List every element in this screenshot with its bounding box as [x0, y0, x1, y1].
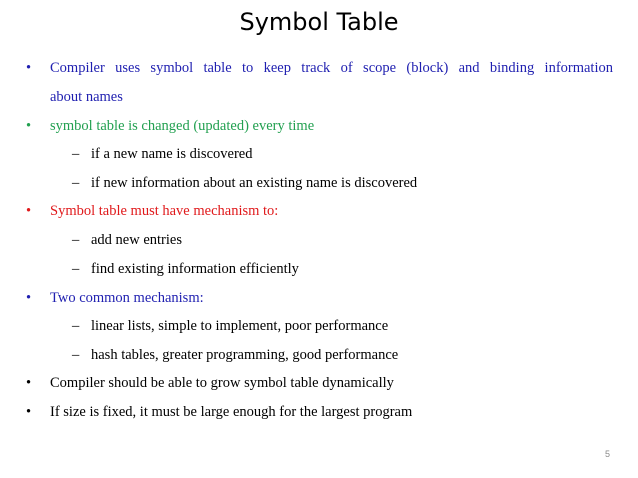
page-number: 5	[604, 449, 610, 459]
bullet-icon: •	[26, 290, 32, 306]
dash-icon: –	[72, 232, 80, 248]
sub-list-item-text: linear lists, simple to implement, poor performance	[91, 318, 389, 334]
list-item-text: Compiler should be able to grow symbol table dynamically	[50, 375, 394, 391]
list-item-text: Symbol table must have mechanism to:	[50, 203, 279, 219]
list-item-text: about names	[50, 89, 123, 105]
list-item-text: If size is fixed, it must be large enough for the largest program	[50, 404, 413, 420]
bullet-icon: •	[26, 375, 32, 391]
sub-list-item-text: if new information about an existing name is discovered	[91, 175, 418, 191]
bullet-icon: •	[26, 203, 32, 219]
list-item-text: Compiler uses symbol table to keep track of scope (block) and binding information	[50, 60, 613, 76]
dash-icon: –	[72, 261, 80, 277]
list-item-text: symbol table is changed (updated) every time	[50, 118, 315, 134]
sub-list-item-text: find existing information efficiently	[91, 261, 299, 277]
bullet-icon: •	[26, 118, 32, 134]
dash-icon: –	[72, 175, 80, 191]
slide-title: Symbol Table	[239, 8, 399, 36]
bullet-icon: •	[26, 404, 32, 420]
dash-icon: –	[72, 318, 80, 334]
dash-icon: –	[72, 146, 80, 162]
list-item-text: Two common mechanism:	[50, 290, 204, 306]
dash-icon: –	[72, 347, 80, 363]
sub-list-item-text: add new entries	[91, 232, 182, 248]
sub-list-item-text: if a new name is discovered	[91, 146, 253, 162]
sub-list-item-text: hash tables, greater programming, good performance	[91, 347, 399, 363]
bullet-icon: •	[26, 60, 32, 76]
